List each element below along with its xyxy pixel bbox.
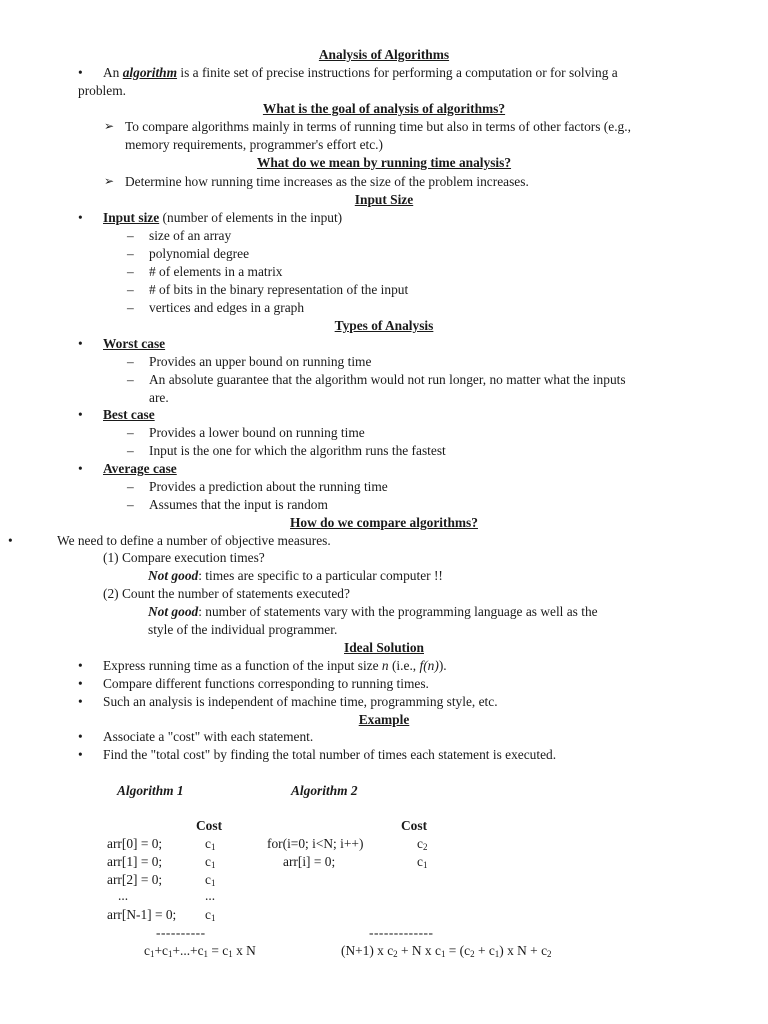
dash: –	[127, 246, 134, 261]
dash: –	[127, 425, 134, 440]
bullet: •	[78, 676, 83, 691]
dash: –	[127, 300, 134, 315]
list-item: vertices and edges in a graph	[149, 300, 305, 315]
dash: –	[127, 354, 134, 369]
list-item: Provides a prediction about the running time	[149, 479, 388, 494]
dash: –	[127, 443, 134, 458]
ideal-heading: Ideal Solution	[344, 640, 424, 655]
ideal-item: Express running time as a function of the input size n (i.e., f(n)).	[103, 658, 447, 673]
bullet: •	[78, 336, 83, 351]
list-item: An absolute guarantee that the algorithm would not run longer, no matter what the inputs	[149, 372, 626, 387]
ideal-item: Such an analysis is independent of machine time, programming style, etc.	[103, 694, 498, 709]
dash: –	[127, 497, 134, 512]
algorithm-1-divider: ----------	[156, 925, 206, 940]
goal-item-cont: memory requirements, programmer's effort etc.)	[125, 137, 383, 152]
example-item: Associate a "cost" with each statement.	[103, 729, 314, 744]
list-item: Provides an upper bound on running time	[149, 354, 372, 369]
bullet: •	[78, 210, 83, 225]
bullet: •	[8, 533, 13, 548]
algorithm-2-cost-header: Cost	[401, 818, 428, 833]
code-line: arr[N-1] = 0;	[107, 907, 177, 922]
intro-line-cont: problem.	[78, 83, 126, 98]
ideal-item: Compare different functions corresponding to running times.	[103, 676, 429, 691]
list-item: polynomial degree	[149, 246, 250, 261]
cost-ellipsis: ...	[205, 888, 216, 903]
cost-cell: $c_1$	[205, 854, 216, 870]
measure-2-note: Not good: number of statements vary with the programming language as well as the	[148, 604, 598, 619]
algorithm-1-total: $c_1+c_1+...+c_1 = c_1$ x N	[144, 943, 256, 959]
dash: –	[127, 282, 134, 297]
list-item: size of an array	[149, 228, 232, 243]
measure-1: (1) Compare execution times?	[103, 550, 265, 565]
input-size-line: Input size (number of elements in the input)	[103, 210, 343, 225]
bullet: •	[78, 694, 83, 709]
bullet: •	[78, 407, 83, 422]
algorithm-1-title: Algorithm 1	[117, 783, 184, 798]
measure-2: (2) Count the number of statements executed?	[103, 586, 350, 601]
intro-line: An algorithm is a finite set of precise instructions for performing a computation or for solving a	[103, 65, 618, 80]
list-item: Provides a lower bound on running time	[149, 425, 365, 440]
bullet: •	[78, 658, 83, 673]
algorithm-2-divider: -------------	[369, 925, 434, 940]
goal-heading: What is the goal of analysis of algorithms?	[262, 101, 506, 116]
cost-cell: $c_2$	[417, 836, 428, 852]
measure-1-note: Not good: times are specific to a particular computer !!	[148, 568, 443, 583]
cost-cell: $c_1$	[205, 907, 216, 923]
dash: –	[127, 479, 134, 494]
arrow-bullet: ➢	[104, 174, 115, 188]
code-line: for(i=0; i<N; i++)	[267, 836, 364, 851]
input-size-label: Input size	[103, 210, 160, 225]
list-item: Assumes that the input is random	[149, 497, 328, 512]
input-size-heading: Input Size	[354, 192, 414, 207]
cost-cell: $c_1$	[205, 872, 216, 888]
average-case-label: Average case	[103, 461, 177, 476]
bullet: •	[78, 729, 83, 744]
code-line: arr[i] = 0;	[283, 854, 336, 869]
arrow-bullet: ➢	[104, 119, 115, 133]
example-heading: Example	[358, 712, 410, 727]
cost-cell: $c_1$	[205, 836, 216, 852]
measure-2-note-cont: style of the individual programmer.	[148, 622, 338, 637]
code-line: arr[1] = 0;	[107, 854, 163, 869]
code-ellipsis: ...	[118, 888, 129, 903]
best-case-label: Best case	[103, 407, 155, 422]
list-item: Input is the one for which the algorithm runs the fastest	[149, 443, 446, 458]
list-item-cont: are.	[149, 390, 169, 405]
code-line: arr[2] = 0;	[107, 872, 163, 887]
running-time-item: Determine how running time increases as the size of the problem increases.	[125, 174, 529, 189]
running-time-heading: What do we mean by running time analysis?	[256, 155, 512, 170]
bullet: •	[78, 65, 83, 80]
example-item: Find the "total cost" by finding the total number of times each statement is executed.	[103, 747, 557, 762]
code-line: arr[0] = 0;	[107, 836, 163, 851]
algorithm-1-cost-header: Cost	[196, 818, 223, 833]
list-item: # of bits in the binary representation of the input	[149, 282, 409, 297]
types-heading: Types of Analysis	[334, 318, 434, 333]
bullet: •	[78, 747, 83, 762]
compare-intro: We need to define a number of objective measures.	[57, 533, 331, 548]
goal-item: To compare algorithms mainly in terms of running time but also in terms of other factors (e.g.,	[125, 119, 631, 134]
bullet: •	[78, 461, 83, 476]
not-good-label: Not good	[148, 604, 199, 619]
page-title: Analysis of Algorithms	[318, 47, 450, 62]
dash: –	[127, 372, 134, 387]
list-item: # of elements in a matrix	[149, 264, 283, 279]
algorithm-2-total: (N+1) x $c_2 + N$ x $c_1 = (c_2 + c_1)$ x $N + c_2$	[341, 943, 552, 959]
worst-case-label: Worst case	[103, 336, 166, 351]
dash: –	[127, 228, 134, 243]
algorithm-2-title: Algorithm 2	[291, 783, 358, 798]
not-good-label: Not good	[148, 568, 199, 583]
algorithm-term: algorithm	[122, 65, 178, 80]
dash: –	[127, 264, 134, 279]
compare-heading: How do we compare algorithms?	[290, 515, 478, 530]
cost-cell: $c_1$	[417, 854, 428, 870]
